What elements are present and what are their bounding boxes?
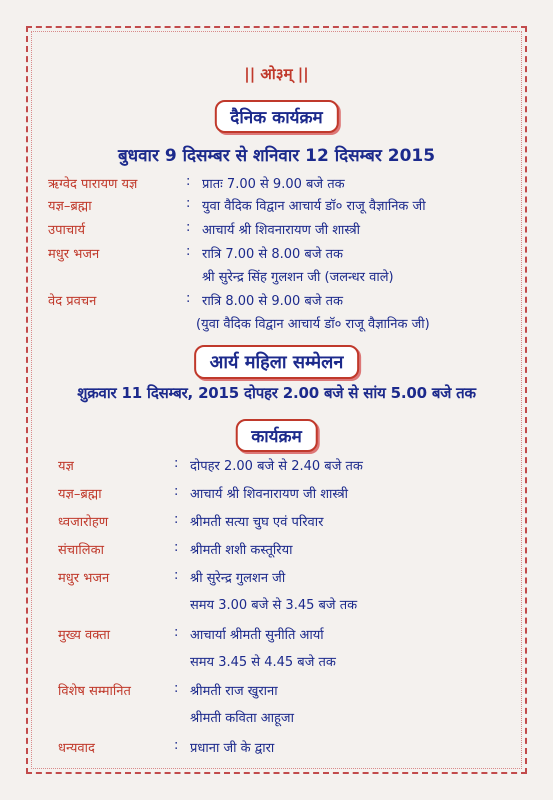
colon: : (186, 174, 191, 189)
label-madhur-bhajan-2: मधुर भजन (58, 571, 110, 586)
value-madhur-bhajan-2-time: समय 3.00 बजे से 3.45 बजे तक (190, 598, 358, 613)
label-dhanyavad: धन्यवाद (58, 741, 95, 756)
heading-karyakram: कार्यक्रम (235, 419, 318, 452)
value-dhwajarohan: श्रीमती सत्या चुघ एवं परिवार (190, 515, 324, 530)
label-madhur-bhajan: मधुर भजन (48, 247, 100, 262)
label-vishesh-sammanit: विशेष सम्मानित (58, 684, 131, 699)
label-yagya: यज्ञ (58, 459, 74, 474)
value-madhur-bhajan: रात्रि 7.00 से 8.00 बजे तक (202, 247, 344, 262)
value-yagya-brahma-2: आचार्य श्री शिवनारायण जी शास्त्री (190, 487, 349, 502)
label-upacharya: उपाचार्य (48, 223, 86, 238)
colon: : (186, 220, 191, 235)
heading-daily-program: दैनिक कार्यक्रम (214, 100, 338, 133)
label-sanchalika: संचालिका (58, 543, 104, 558)
colon: : (186, 291, 191, 306)
dateline-daily: बुधवार 9 दिसम्बर से शनिवार 12 दिसम्बर 2015 (117, 146, 436, 166)
colon: : (174, 568, 179, 583)
colon: : (186, 244, 191, 259)
value-mukhya-vakta: आचार्या श्रीमती सुनीति आर्या (190, 628, 324, 643)
value-vishesh-sammanit-2: श्रीमती कविता आहूजा (190, 711, 294, 726)
om-title: || ओ३म् || (244, 65, 309, 83)
value-mukhya-vakta-time: समय 3.45 से 4.45 बजे तक (190, 655, 336, 670)
label-ved-pravachan: वेद प्रवचन (48, 294, 97, 309)
colon: : (174, 738, 179, 753)
value-upacharya: आचार्य श्री शिवनारायण जी शास्त्री (202, 223, 361, 238)
colon: : (186, 196, 191, 211)
value-sanchalika: श्रीमती शशी कस्तूरिया (190, 543, 293, 558)
colon: : (174, 484, 179, 499)
label-mukhya-vakta: मुख्य वक्ता (58, 628, 111, 643)
label-dhwajarohan: ध्वजारोहण (58, 515, 109, 530)
colon: : (174, 625, 179, 640)
label-rigved-yagya: ऋग्वेद पारायण यज्ञ (48, 177, 138, 192)
colon: : (174, 456, 179, 471)
colon: : (174, 540, 179, 555)
value-yagya: दोपहर 2.00 बजे से 2.40 बजे तक (190, 459, 363, 474)
value-rigved-yagya: प्रातः 7.00 से 9.00 बजे तक (202, 177, 345, 192)
heading-arya-mahila-sammelan: आर्य महिला सम्मेलन (194, 345, 360, 379)
colon: : (174, 512, 179, 527)
value-vishesh-sammanit: श्रीमती राज खुराना (190, 684, 278, 699)
colon: : (174, 681, 179, 696)
value-dhanyavad: प्रधाना जी के द्वारा (190, 741, 275, 756)
value-yagya-brahma: युवा वैदिक विद्वान आचार्य डॉ० राजू वैज्ञानिक जी (202, 199, 426, 214)
label-yagya-brahma: यज्ञ–ब्रह्मा (48, 199, 92, 214)
value-ved-pravachan: रात्रि 8.00 से 9.00 बजे तक (202, 294, 344, 309)
value-ved-pravachan-speaker: (युवा वैदिक विद्वान आचार्य डॉ० राजू वैज्ञानिक जी) (196, 317, 430, 332)
label-yagya-brahma-2: यज्ञ–ब्रह्मा (58, 487, 102, 502)
dateline-sammelan: शुक्रवार 11 दिसम्बर, 2015 दोपहर 2.00 बजे से सांय 5.00 बजे तक (77, 384, 476, 402)
value-madhur-bhajan-2: श्री सुरेन्द्र गुलशन जी (190, 571, 286, 586)
value-madhur-bhajan-singer: श्री सुरेन्द्र सिंह गुलशन जी (जलन्धर वाले) (202, 270, 394, 285)
